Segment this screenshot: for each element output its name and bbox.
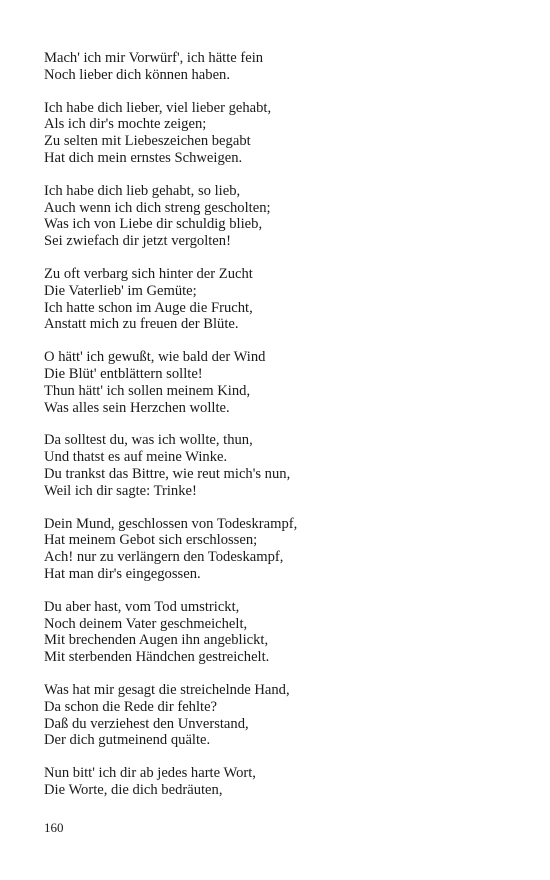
verse-line: Da schon die Rede dir fehlte? [44, 698, 218, 715]
verse-line: Zu oft verbarg sich hinter der Zucht [44, 265, 253, 282]
verse-line: Die Blüt' entblättern sollte! [44, 365, 203, 382]
verse-line: Mit brechenden Augen ihn angeblickt, [44, 632, 269, 649]
verse-line: Der dich gutmeinend quälte. [44, 732, 211, 749]
verse-line: Was hat mir gesagt die streichelnde Hand, [44, 681, 290, 698]
verse-line: Ach! nur zu verlängern den Todeskampf, [44, 549, 284, 566]
verse-line: Hat dich mein ernstes Schweigen. [44, 149, 243, 166]
verse-line: Was alles sein Herzchen wollte. [44, 399, 230, 416]
verse-line: Die Vaterlieb' im Gemüte; [44, 282, 197, 299]
stanza-3 [44, 183, 524, 250]
verse-line: Zu selten mit Liebeszeichen begabt [44, 133, 251, 150]
verse-line: Die Worte, die dich bedräuten, [44, 781, 223, 798]
verse-line: Was ich von Liebe dir schuldig blieb, [44, 216, 263, 233]
stanza-7 [44, 516, 524, 583]
verse-line: Ich habe dich lieber, viel lieber gehabt, [44, 99, 272, 116]
stanza-2 [44, 100, 524, 167]
stanza-10 [44, 765, 524, 799]
page-number: 160 [44, 820, 64, 835]
verse-line: Ich habe dich lieb gehabt, so lieb, [44, 182, 241, 199]
stanza-8 [44, 599, 524, 666]
verse-line: Du aber hast, vom Tod umstrickt, [44, 598, 240, 615]
verse-line: Sei zwiefach dir jetzt vergolten! [44, 233, 231, 250]
verse-line: Da solltest du, was ich wollte, thun, [44, 432, 253, 449]
verse-line: Thun hätt' ich sollen meinem Kind, [44, 382, 251, 399]
poem-body [44, 50, 524, 815]
stanza-6 [44, 432, 524, 499]
stanza-4 [44, 266, 524, 333]
verse-line: Noch deinem Vater geschmeichelt, [44, 615, 248, 632]
verse-line: Und thatst es auf meine Winke. [44, 449, 228, 466]
verse-line: Nun bitt' ich dir ab jedes harte Wort, [44, 765, 256, 782]
verse-line: Ich hatte schon im Auge die Frucht, [44, 299, 253, 316]
verse-line: O hätt' ich gewußt, wie bald der Wind [44, 349, 266, 366]
verse-line: Anstatt mich zu freuen der Blüte. [44, 316, 239, 333]
verse-line: Dein Mund, geschlossen von Todeskrampf, [44, 515, 298, 532]
verse-line: Noch lieber dich können haben. [44, 66, 231, 83]
verse-line: Hat meinem Gebot sich erschlossen; [44, 532, 258, 549]
verse-line: Daß du verziehest den Unverstand, [44, 715, 249, 732]
stanza-1 [44, 50, 524, 84]
verse-line: Mit sterbenden Händchen gestreichelt. [44, 649, 270, 666]
verse-line: Mach' ich mir Vorwürf', ich hätte fein [44, 50, 264, 66]
verse-line: Auch wenn ich dich streng gescholten; [44, 199, 271, 216]
verse-line: Weil ich dir sagte: Trinke! [44, 482, 197, 499]
verse-line: Hat man dir's eingegossen. [44, 565, 201, 582]
stanza-9 [44, 682, 524, 749]
verse-line: Du trankst das Bittre, wie reut mich's nun, [44, 465, 291, 482]
verse-line: Als ich dir's mochte zeigen; [44, 116, 207, 133]
stanza-5 [44, 349, 524, 416]
